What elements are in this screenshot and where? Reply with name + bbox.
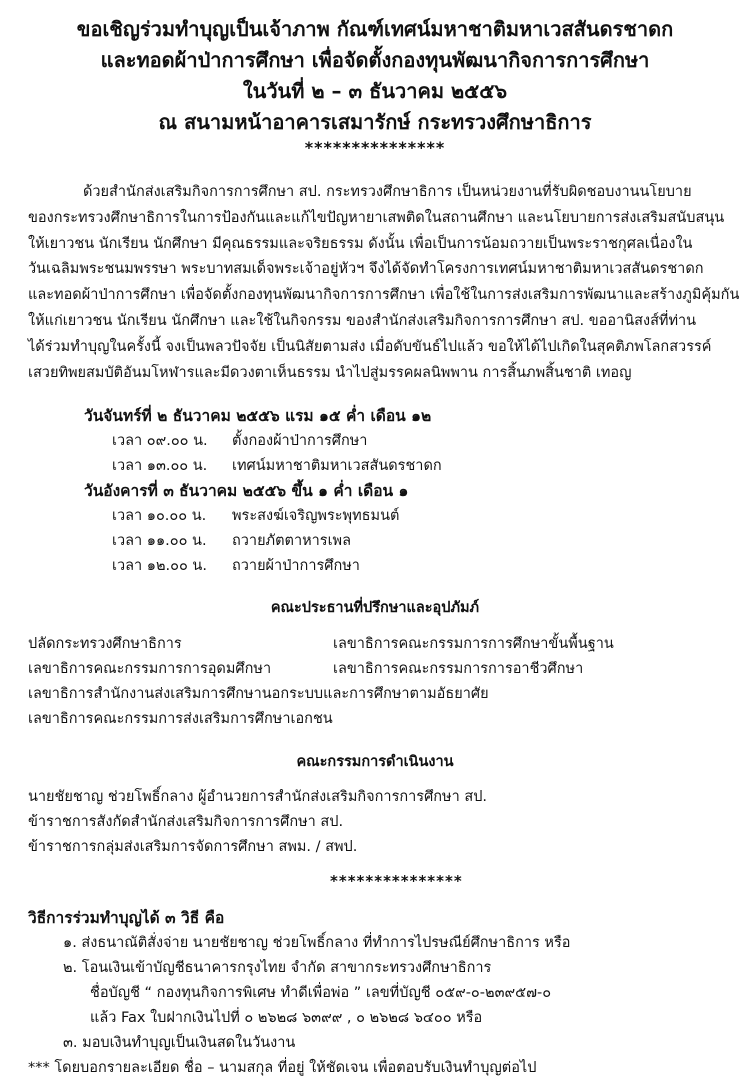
committee-heading: คณะกรรมการดำเนินงาน — [296, 754, 454, 770]
donation-methods — [28, 906, 738, 1081]
title-line-1: ขอเชิญร่วมทำบุญเป็นเจ้าภาพ กัณฑ์เทศน์มหาชาติมหาเวสสันดรชาดก — [76, 17, 674, 41]
intro-line: ของกระทรวงศึกษาธิการในการป้องกันและแก้ไขปัญหายาเสพติดในสถานศึกษา และนโยบายการส่งเสริมสนับสนุน — [28, 209, 725, 226]
methods-note: *** โดยบอกรายละเอียด ชื่อ – นามสกุล ที่อยู่ ให้ชัดเจน เพื่อตอบรับเงินทำบุญต่อไป — [28, 1060, 537, 1076]
intro-line: ได้ร่วมทำบุญในครั้งนี้ จงเป็นพลวปัจจัย เป็นนิสัยตามส่ง เมื่อดับขันธ์ไปแล้ว ขอให้ได้ไปเกิดในสุคติภพโลกสวรรค์ — [28, 338, 712, 355]
committee-row: ข้าราชการสังกัดสำนักส่งเสริมกิจการการศึกษา สป. — [28, 814, 344, 830]
intro-line: ให้แก่เยาวชน นักเรียน นักศึกษา และใช้ในกิจกรรม ของสำนักส่งเสริมกิจการการศึกษา สป. ขออานิสงส์ที่ท่าน — [28, 312, 697, 329]
method-fax: แล้ว Fax ใบฝากเงินไปที่ ๐ ๒๖๒๘ ๖๓๙๙ , ๐ ๒๖๒๘ ๖๔๐๐ หรือ — [90, 1010, 483, 1026]
intro-line: ด้วยสำนักส่งเสริมกิจการการศึกษา สป. กระทรวงศึกษาธิการ เป็นหน่วยงานที่รับผิดชอบงานนโยบาย — [83, 184, 692, 200]
advisors-heading: คณะประธานที่ปรึกษาและอุปภัมภ์ — [270, 600, 480, 616]
intro-line: วันเฉลิมพระชนมพรรษา พระบาทสมเด็จพระเจ้าอยู่หัวฯ จึงได้จัดทำโครงการเทศน์มหาชาติมหาเวสสันดรชาดก — [28, 261, 704, 278]
intro-line: ให้เยาวชน นักเรียน นักศึกษา มีคุณธรรมและจริยธรรม ดังนั้น เพื่อเป็นการน้อมถวายเป็นพระราชกุศลเนื่องใน — [28, 235, 693, 252]
intro-paragraph — [28, 180, 740, 386]
advisor-name: เลขาธิการคณะกรรมการการอาชีวศึกษา — [333, 661, 584, 677]
schedule — [84, 404, 684, 579]
slot-activity: เทศน์มหาชาติมหาเวสสันดรชาดก — [232, 458, 442, 474]
slot-activity: พระสงฆ์เจริญพระพุทธมนต์ — [232, 508, 400, 524]
advisor-row — [28, 682, 728, 707]
committee-list — [28, 785, 728, 860]
advisor-name: ปลัดกระทรวงศึกษาธิการ — [28, 636, 182, 652]
title-block — [0, 14, 750, 157]
title-line-3: ในวันที่ ๒ – ๓ ธันวาคม ๒๕๕๖ — [242, 79, 508, 103]
schedule-day-2: วันอังคารที่ ๓ ธันวาคม ๒๕๕๖ ขึ้น ๑ ค่ำ เดือน ๑ — [84, 482, 409, 500]
intro-line: เสวยทิพยสมบัติอันมโหฬารและมีดวงตาเห็นธรรม นำไปสู่มรรคผลนิพพาน การสิ้นภพสิ้นชาติ เทอญ — [28, 364, 632, 381]
advisor-row — [28, 657, 728, 682]
advisor-row — [28, 707, 728, 732]
schedule-slot — [84, 454, 684, 479]
slot-time: เวลา ๐๙.๐๐ น. — [112, 433, 208, 449]
method-item-2: ๒. โอนเงินเข้าบัญชีธนาคารกรุงไทย จำกัด สาขากระทรวงศึกษาธิการ — [63, 960, 492, 976]
advisor-row — [28, 632, 728, 657]
schedule-slot — [84, 554, 684, 579]
slot-time: เวลา ๑๐.๐๐ น. — [112, 508, 207, 524]
slot-activity: ตั้งกองผ้าป่าการศึกษา — [232, 433, 368, 449]
advisors-list — [28, 632, 728, 732]
slot-time: เวลา ๑๒.๐๐ น. — [112, 558, 207, 574]
committee-row: นายชัยชาญ ช่วยโพธิ์กลาง ผู้อำนวยการสำนักส่งเสริมกิจการการศึกษา สป. — [28, 789, 488, 805]
schedule-slot — [84, 504, 684, 529]
schedule-day-1: วันจันทร์ที่ ๒ ธันวาคม ๒๕๕๖ แรม ๑๕ ค่ำ เดือน ๑๒ — [84, 407, 432, 425]
intro-line: และทอดผ้าป่าการศึกษา เพื่อจัดตั้งกองทุนพัฒนากิจการการศึกษา เพื่อใช้ในการส่งเสริมการพัฒนาและสร้างภูมิคุ้มกัน — [28, 287, 740, 304]
advisor-name: เลขาธิการสำนักงานส่งเสริมการศึกษานอกระบบและการศึกษาตามอัธยาศัย — [28, 686, 489, 702]
slot-time: เวลา ๑๓.๐๐ น. — [112, 458, 208, 474]
methods-heading: วิธีการร่วมทำบุญได้ ๓ วิธี คือ — [28, 909, 225, 927]
title-line-2: และทอดผ้าป่าการศึกษา เพื่อจัดตั้งกองทุนพัฒนากิจการการศึกษา — [100, 48, 650, 72]
advisor-name: เลขาธิการคณะกรรมการส่งเสริมการศึกษาเอกชน — [28, 711, 333, 727]
schedule-slot — [84, 529, 684, 554]
title-line-4: ณ สนามหน้าอาคารเสมารักษ์ กระทรวงศึกษาธิการ — [158, 110, 592, 134]
method-item-3: ๓. มอบเงินทำบุญเป็นเงินสดในวันงาน — [63, 1035, 296, 1051]
slot-activity: ถวายภัตตาหารเพล — [232, 533, 351, 549]
title-separator: *************** — [304, 138, 446, 157]
advisor-name: เลขาธิการคณะกรรมการการอุดมศึกษา — [28, 661, 272, 677]
schedule-slot — [84, 429, 684, 454]
method-item-1: ๑. ส่งธนาณัติสั่งจ่าย นายชัยชาญ ช่วยโพธิ์กลาง ที่ทำการไปรษณีย์ศึกษาธิการ หรือ — [63, 935, 571, 951]
slot-time: เวลา ๑๑.๐๐ น. — [112, 533, 207, 549]
committee-row: ข้าราชการกลุ่มส่งเสริมการจัดการศึกษา สพม. / สพป. — [28, 839, 358, 855]
method-account: ชื่อบัญชี “ กองทุนกิจการพิเศษ ทำดีเพื่อพ่อ ” เลขที่บัญชี ๐๕๙-๐-๒๓๙๕๗-๐ — [90, 985, 552, 1001]
advisor-name: เลขาธิการคณะกรรมการการศึกษาขั้นพื้นฐาน — [333, 636, 614, 652]
slot-activity: ถวายผ้าป่าการศึกษา — [232, 558, 360, 574]
section-separator: *************** — [330, 872, 463, 890]
